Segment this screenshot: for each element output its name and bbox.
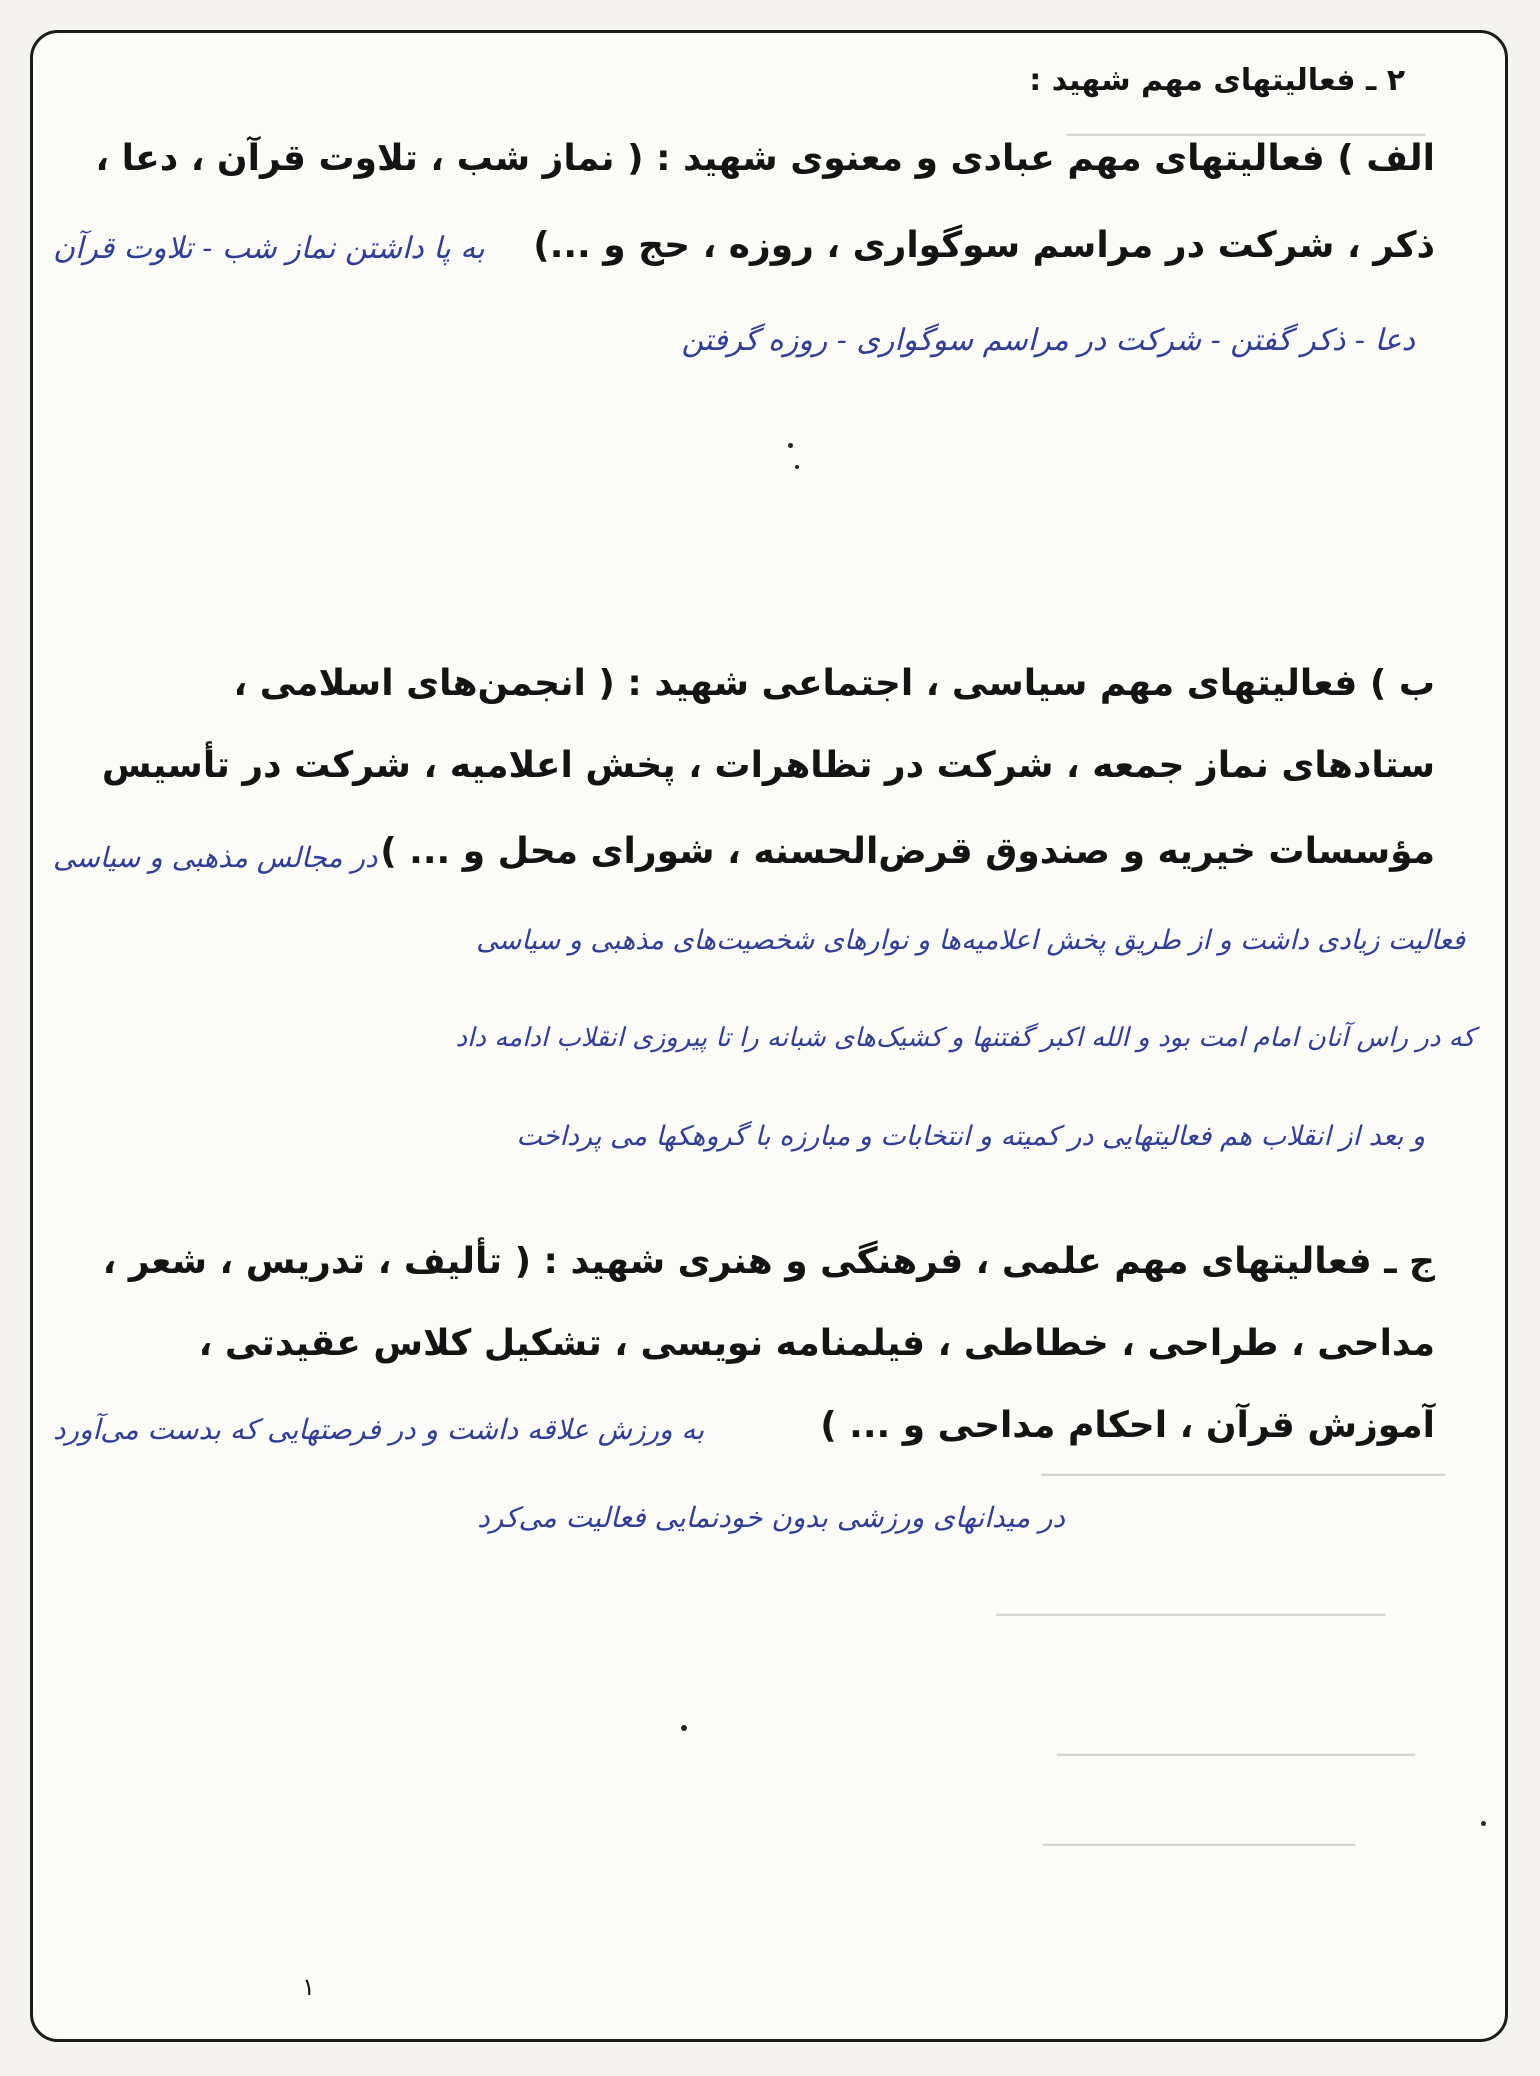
section-c-line-2: مداحی ، طراحی ، خطاطی ، فیلمنامه نویسی ، تشکیل کلاس عقیدتی ، (198, 1323, 1435, 1364)
document-page (30, 30, 1508, 2042)
section-c-line-1: ج ـ فعالیتهای مهم علمی ، فرهنگی و هنری شهید : ( تألیف ، تدریس ، شعر ، (102, 1241, 1435, 1282)
section-c-line-3: آموزش قرآن ، احکام مداحی و ... ) (820, 1405, 1435, 1446)
handwritten-c-2: در میدانهای ورزشی بدون خودنمایی فعالیت می‌کرد (477, 1501, 1065, 1534)
handwritten-b-3: که در راس آنان امام امت بود و الله اکبر گفتنها و کشیک‌های شبانه را تا پیروزی انقلاب ادامه داد (455, 1023, 1475, 1053)
bleed-through-line: ـــــــــــــــــــــــــــــــــــــــــ (1042, 1823, 1355, 1853)
section-b-line-2: ستادهای نماز جمعه ، شرکت در تظاهرات ، پخش اعلامیه ، شرکت در تأسیس (101, 745, 1435, 786)
section-b-line-1: ب ) فعالیتهای مهم سیاسی ، اجتماعی شهید : ( انجمن‌های اسلامی ، (233, 663, 1435, 704)
handwritten-a-2: دعا - ذکر گفتن - شرکت در مراسم سوگواری - روزه گرفتن (681, 323, 1415, 358)
handwritten-b-2: فعالیت زیادی داشت و از طریق پخش اعلامیه‌ها و نوارهای شخصیت‌های مذهبی و سیاسی (476, 925, 1465, 956)
ink-dot (681, 1725, 687, 1731)
handwritten-b-1: در مجالس مذهبی و سیاسی (53, 841, 378, 874)
section-a-line-1: الف ) فعالیتهای مهم عبادی و معنوی شهید : ( نماز شب ، تلاوت قرآن ، دعا ، (95, 138, 1435, 179)
bleed-through-line: ـــــــــــــــــــــــــــــــــــــــــــــــ (1066, 113, 1425, 143)
section-b-line-3: مؤسسات خیریه و صندوق قرض‌الحسنه ، شورای محل و ... ) (380, 831, 1435, 872)
ink-dot (788, 443, 793, 448)
handwritten-a-1: به پا داشتن نماز شب - تلاوت قرآن (53, 231, 485, 266)
bleed-through-line: ـــــــــــــــــــــــــــــــــــــــــــــــــــ (996, 1593, 1385, 1623)
handwritten-c-1: به ورزش علاقه داشت و در فرصتهایی که بدست می‌آورد (53, 1413, 705, 1446)
section-heading: ۲ ـ فعالیتهای مهم شهید : (1029, 63, 1405, 98)
page-number: ۱ (302, 1973, 315, 2001)
bleed-through-line: ـــــــــــــــــــــــــــــــــــــــــــــــــــــ (1041, 1453, 1445, 1483)
ink-dot (1481, 1821, 1486, 1826)
section-a-line-2: ذکر ، شرکت در مراسم سوگواری ، روزه ، حج و ...) (533, 225, 1435, 266)
handwritten-b-4: و بعد از انقلاب هم فعالیتهایی در کمیته و انتخابات و مبارزه با گروهکها می پرداخت (516, 1121, 1425, 1152)
bleed-through-line: ـــــــــــــــــــــــــــــــــــــــــــــــ (1056, 1733, 1415, 1763)
ink-dot (795, 465, 799, 469)
